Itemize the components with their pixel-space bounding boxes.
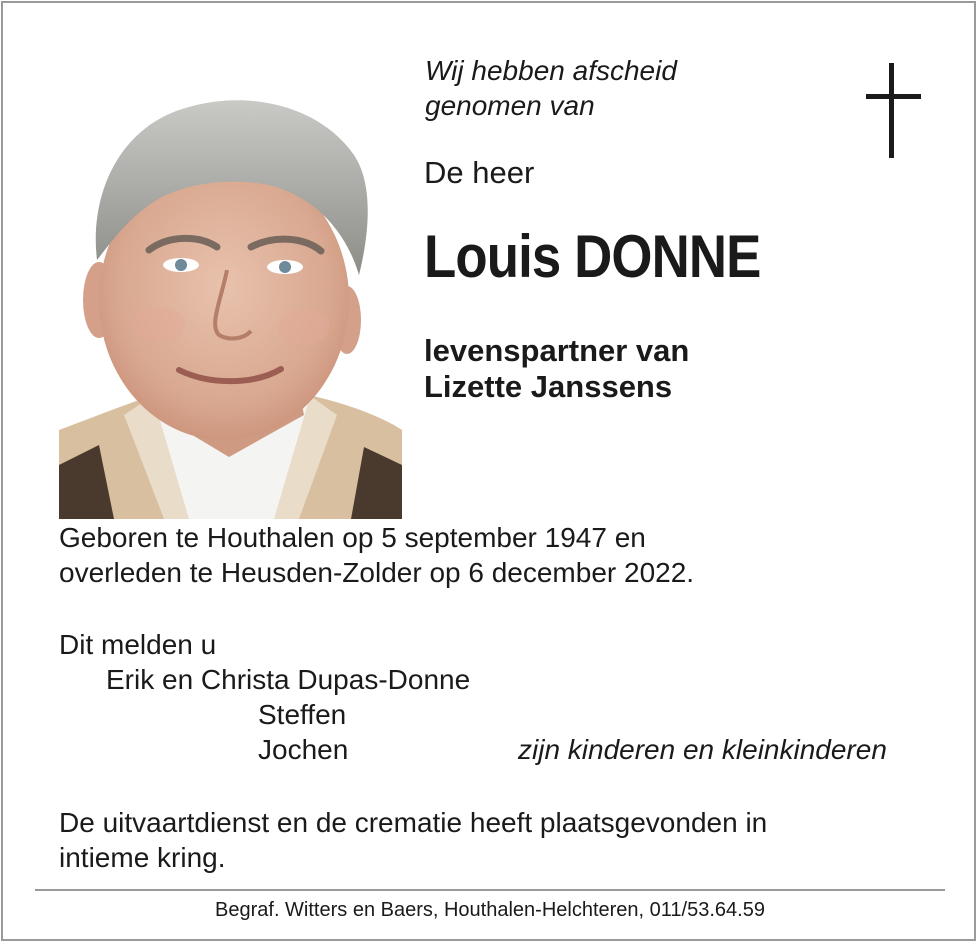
family-grandchild-1: Steffen — [258, 699, 347, 730]
intro-text — [425, 53, 677, 123]
death-line: overleden te Heusden-Zolder op 6 december 2022. — [59, 557, 695, 588]
service-line-1: De uitvaartdienst en de crematie heeft plaatsgevonden in — [59, 807, 768, 838]
deceased-name: Louis DONNE — [424, 223, 761, 290]
family-relation: zijn kinderen en kleinkinderen — [518, 734, 887, 765]
honorific: De heer — [424, 155, 535, 190]
life-dates — [59, 520, 694, 590]
announcers-intro: Dit melden u — [59, 629, 217, 660]
family-couple: Erik en Christa Dupas-Donne — [106, 664, 471, 695]
partner-name: Lizette Janssens — [424, 369, 673, 404]
footer-divider — [35, 889, 945, 891]
birth-line: Geboren te Houthalen op 5 september 1947 en — [59, 522, 646, 553]
service-text — [59, 805, 767, 875]
portrait-photo — [59, 85, 402, 519]
service-line-2: intieme kring. — [59, 842, 226, 873]
funeral-home-info: Begraf. Witters en Baers, Houthalen-Helchteren, 011/53.64.59 — [215, 899, 765, 921]
partner-line-1: levenspartner van — [424, 333, 690, 368]
partner-text — [424, 333, 689, 405]
intro-line-1: Wij hebben afscheid — [425, 55, 677, 86]
family-grandchild-2: Jochen — [258, 734, 349, 765]
intro-line-2: genomen van — [425, 90, 595, 121]
